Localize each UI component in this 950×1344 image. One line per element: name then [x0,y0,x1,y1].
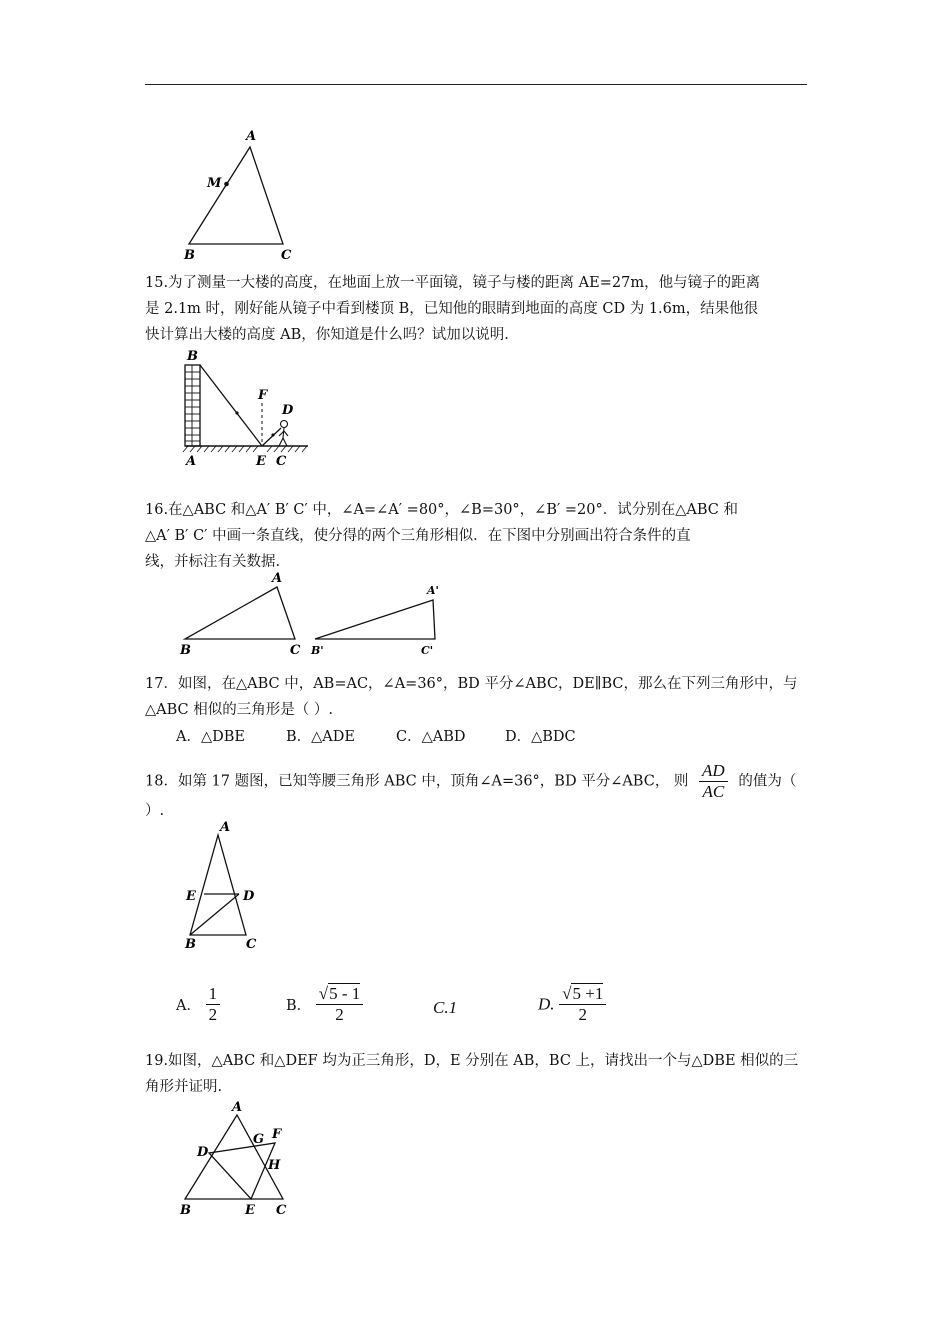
q18-option-c: C.1 [433,998,458,1017]
sqrt-radicand: 5 - 1 [329,984,361,1003]
label-E: E [256,454,266,469]
label-C-prime: C' [421,644,434,657]
label-C: C [276,1203,287,1218]
q15-line-2: 是 2.1m 时，刚好能从镜子中看到楼顶 B，已知他的眼睛到地面的高度 CD 为 1.6m，结果他很 [145,301,759,317]
label-C: C [246,937,257,952]
q19-line-2: 角形并证明. [145,1079,223,1095]
q18-option-a [176,984,220,1025]
label-F: F [272,1127,282,1142]
figure-q15-building [180,348,320,477]
option-b-fraction [316,984,364,1025]
q18-option-d [538,984,606,1025]
label-G: G [253,1132,265,1147]
label-M: M [207,176,222,191]
label-B: B [184,248,195,263]
label-E: E [245,1203,255,1218]
q15-line-3: 快计算出大楼的高度 AB，你知道是什么吗？试加以说明. [145,327,509,343]
option-b-label: B． [286,998,312,1014]
label-C: C [276,454,287,469]
q17-line-1: 17．如图，在△ABC 中，AB=AC，∠A=36°，BD 平分∠ABC，DE∥BC，那么在下列三角形中，与 [145,676,798,692]
label-C: C [290,643,301,658]
label-B: B [180,643,191,658]
figure-q14-triangle [180,125,310,269]
label-A: A [246,129,257,144]
fraction-denominator: 2 [335,1005,344,1024]
fraction-numerator: 1 [206,984,221,1005]
option-a-label: A． [176,998,201,1014]
figure-q16-triangles [175,570,455,664]
option-d-label: D. [538,994,555,1014]
label-B: B [180,1203,191,1218]
q19-line-1: 19.如图，△ABC 和△DEF 均为正三角形，D，E 分别在 AB，BC 上，请找出一个与△DBE 相似的三 [145,1053,799,1069]
figure-q19-equilateral [175,1098,305,1227]
label-A: A [272,571,283,586]
label-A: A [186,454,197,469]
label-C: C [281,248,292,263]
label-B: B [187,349,198,364]
fraction-denominator: 2 [208,1005,218,1024]
fraction-numerator: √5 +1 [559,984,606,1005]
q16-line-3: 线，并标注有关数据. [145,554,281,570]
q18-option-b [286,984,363,1025]
q18-fraction-ad-ac [699,761,728,802]
label-B-prime: B' [311,644,324,657]
q18-line-1-end: 的值为（ [738,773,797,790]
label-A: A [220,820,231,835]
label-A: A [232,1100,243,1115]
label-F: F [258,388,268,403]
option-d-fraction [559,984,606,1025]
sqrt-radicand: 5 +1 [572,984,604,1003]
figure-q17-isosceles [180,818,280,962]
label-B: B [185,937,196,952]
q18-line-1-text: 18．如第 17 题图，已知等腰三角形 ABC 中，顶角∠A=36°，BD 平分∠ABC， 则 [145,773,689,790]
label-D: D [197,1145,209,1160]
label-H: H [268,1158,281,1173]
q17-line-2: △ABC 相似的三角形是（ ）. [145,702,333,718]
q18-line-2: ）. [145,803,165,819]
q17-option-c: C．△ABD [396,729,466,745]
label-D: D [243,889,255,904]
label-D: D [282,403,294,418]
q17-option-d: D．△BDC [505,729,576,745]
option-a-fraction [206,984,221,1025]
q18-line-1 [145,761,796,802]
fraction-numerator: √5 - 1 [316,984,364,1005]
q17-option-b: B．△ADE [286,729,355,745]
q15-line-1: 15.为了测量一大楼的高度，在地面上放一平面镜，镜子与楼的距离 AE=27m，他与镜子的距离 [145,275,761,291]
fraction-denominator: 2 [578,1005,587,1024]
q16-line-1: 16.在△ABC 和△A′ B′ C′ 中，∠A=∠A′ =80°，∠B=30°，∠B′ =20°．试分别在△ABC 和 [145,502,738,518]
q16-line-2: △A′ B′ C′ 中画一条直线，使分得的两个三角形相似．在下图中分别画出符合条件的直 [145,528,691,544]
label-A-prime: A' [427,584,439,597]
q17-option-a: A．△DBE [176,729,245,745]
header-rule [145,84,807,85]
label-E: E [186,889,196,904]
fraction-denominator: AC [702,782,725,801]
fraction-numerator: AD [699,761,728,782]
